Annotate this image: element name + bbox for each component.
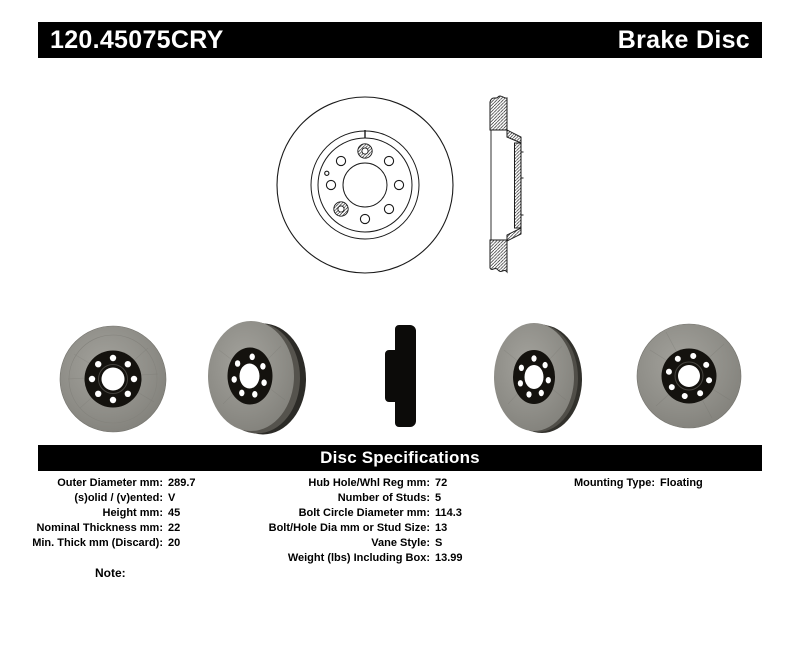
spec-label: Vane Style:	[371, 537, 430, 549]
spec-label: Number of Studs:	[337, 492, 430, 504]
spec-label: Mounting Type:	[573, 477, 655, 489]
part-number: 120.45075CRY	[50, 25, 224, 54]
spec-row	[543, 476, 703, 491]
spec-row	[258, 506, 463, 521]
spec-label: Nominal Thickness mm:	[36, 522, 163, 534]
spec-section-header	[38, 445, 762, 471]
brake-disc-cross-section-line-drawing	[478, 90, 528, 276]
disc-angled-view-photo	[205, 318, 310, 438]
brake-disc-front-line-drawing	[262, 85, 472, 285]
spec-row	[30, 506, 196, 521]
spec-value: 114.3	[435, 507, 462, 519]
spec-row	[258, 551, 463, 566]
spec-value: 22	[168, 522, 181, 534]
spec-value: 289.7	[168, 477, 196, 489]
spec-label: Height mm:	[102, 507, 163, 519]
spec-column-middle	[258, 476, 463, 566]
disc-front-view-photo	[58, 324, 168, 434]
spec-row	[30, 491, 196, 506]
spec-label: Bolt/Hole Dia mm or Stud Size:	[268, 522, 430, 534]
spec-value: 13	[435, 522, 448, 534]
disc-angled-view-2-photo	[492, 320, 587, 438]
spec-row	[258, 536, 463, 551]
spec-row	[30, 536, 196, 551]
spec-value: 72	[435, 477, 448, 489]
product-type-title: Brake Disc	[617, 25, 750, 54]
spec-label: Outer Diameter mm:	[57, 477, 163, 489]
spec-label: Hub Hole/Whl Reg mm:	[308, 477, 430, 489]
hatched-stud-marks	[334, 144, 372, 216]
spec-section-title: Disc Specifications	[320, 448, 480, 467]
spec-row	[258, 476, 463, 491]
spec-row	[30, 476, 196, 491]
spec-column-right	[543, 476, 703, 491]
spec-value: 13.99	[435, 552, 463, 564]
spec-value: 20	[168, 537, 181, 549]
spec-label: Bolt Circle Diameter mm:	[298, 507, 430, 519]
disc-edge-view-photo	[382, 320, 427, 432]
spec-row	[30, 521, 196, 536]
note-label: Note:	[95, 566, 126, 580]
spec-row	[258, 491, 463, 506]
spec-value: 45	[168, 507, 181, 519]
spec-label: Min. Thick mm (Discard):	[32, 537, 163, 549]
header-bar	[38, 22, 762, 58]
spec-value: S	[435, 537, 443, 549]
spec-row	[258, 521, 463, 536]
spec-value: 5	[435, 492, 442, 504]
disc-front-view-2-photo	[636, 320, 742, 432]
spec-label: (s)olid / (v)ented:	[74, 492, 163, 504]
spec-value: Floating	[660, 477, 703, 489]
spec-value: V	[168, 492, 176, 504]
spec-label: Weight (lbs) Including Box:	[287, 552, 430, 564]
spec-column-left	[30, 476, 196, 551]
